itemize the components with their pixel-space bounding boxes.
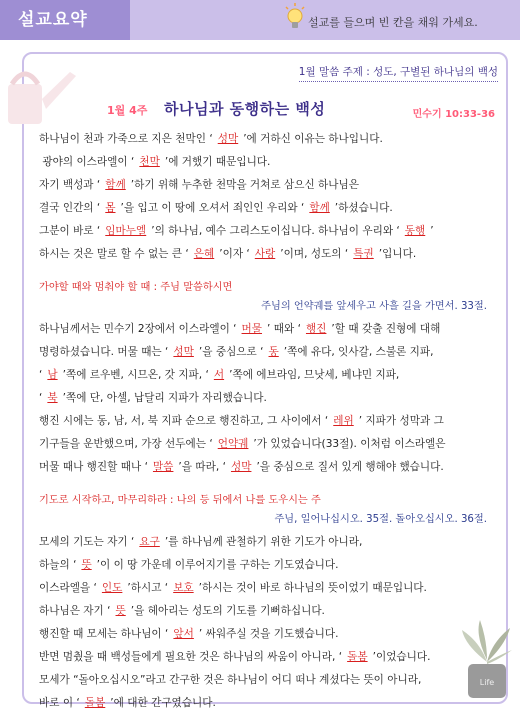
section-reference: 주님의 언약궤를 앞세우고 사흘 길을 가면서. 33절. — [261, 301, 487, 312]
lightbulb-icon — [284, 3, 306, 33]
fill-blank: 은혜 — [193, 248, 215, 260]
fill-blank: 함께 — [105, 179, 126, 191]
fill-blank: 돌봄 — [84, 697, 106, 709]
text-line: 광야의 이스라엘이 ‘ 천막 ’에 거했기 때문입니다. — [39, 151, 487, 174]
fill-blank: 요구 — [139, 536, 160, 548]
fill-blank: 보호 — [173, 582, 194, 594]
fill-blank: 행진 — [305, 323, 327, 335]
text-line: 머물 때나 행진할 때나 ‘ 말씀 ’을 따라, ‘ 성막 ’을 중심으로 질서 있게 행해야 했습니다. — [39, 456, 487, 479]
fill-blank: 서 — [213, 369, 225, 381]
fill-blank: 인도 — [101, 582, 123, 594]
text-line: 그분이 바로 ‘ 임마누엘 ’의 하나님, 예수 그리스도이십니다. 하나님이 우리와 ‘ 동행 ’ — [39, 220, 487, 243]
fill-blank: 뜻 — [81, 559, 92, 571]
fill-blank: 앞서 — [173, 628, 194, 640]
fill-blank: 사랑 — [254, 248, 276, 260]
fill-blank: 북 — [47, 392, 58, 404]
text-line: 바로 이 ‘ 돌봄 ’에 대한 간구였습니다. — [39, 692, 487, 715]
fill-blank: 성막 — [230, 461, 252, 473]
text-line: 하시는 것은 말로 할 수 없는 큰 ‘ 은혜 ’이자 ‘ 사랑 ’이며, 성도의 ‘ 특권 ’입니다. — [39, 243, 487, 266]
text-line: 하나님은 자기 ‘ 뜻 ’을 헤아리는 성도의 기도를 기뻐하십니다. — [39, 600, 487, 623]
text-line: 기구들을 운반했으며, 가장 선두에는 ‘ 언약궤 ’가 있었습니다(33절). 이처럼 이스라엘은 — [39, 433, 487, 456]
header-bar — [0, 0, 520, 40]
text-line: ‘ 북 ’쪽에 단, 아셀, 납달리 지파가 자리했습니다. — [39, 387, 487, 410]
fill-blank: 성막 — [217, 133, 239, 145]
fill-blank: 몸 — [105, 202, 116, 214]
text-line: 자기 백성과 ‘ 함께 ’하기 위해 누추한 천막을 거쳐로 삼으신 하나님은 — [39, 174, 487, 197]
fill-blank: 돌봄 — [347, 651, 368, 663]
text-line: 행진 시에는 동, 남, 서, 북 지파 순으로 행진하고, 그 사이에서 ‘ 레위 ’ 지파가 성막과 그 — [39, 410, 487, 433]
fill-blank: 언약궤 — [217, 438, 249, 450]
fill-blank: 머물 — [241, 323, 263, 335]
fill-blank: 말씀 — [152, 461, 174, 473]
section-heading: 기도로 시작하고, 마무리하라 : 나의 등 뒤에서 나를 도우시는 주 — [39, 495, 321, 506]
text-line: ‘ 남 ’쪽에 르우벤, 시므온, 갓 지파, ‘ 서 ’쪽에 에브라임, 므낫세, 베냐민 지파, — [39, 364, 487, 387]
text-line: 이스라엘을 ‘ 인도 ’하시고 ‘ 보호 ’하시는 것이 바로 하나님의 뜻이었기 때문입니다. — [39, 577, 487, 600]
section-heading: 가야할 때와 멈춰야 할 때 : 주님 말씀하시면 — [39, 282, 233, 293]
header-note: 설교를 들으며 빈 칸을 채워 가세요. — [308, 16, 478, 29]
text-line: 모세의 기도는 자기 ‘ 요구 ’를 하나님께 관철하기 위한 기도가 아니라, — [39, 531, 487, 554]
monthly-theme: 1월 말씀 주제 : 성도, 구별된 하나님의 백성 — [299, 64, 498, 82]
header-title: 설교요약 — [0, 0, 130, 40]
fill-blank: 특권 — [353, 248, 374, 260]
fill-blank: 성막 — [173, 346, 194, 358]
fill-blank: 남 — [47, 369, 58, 381]
text-line: 하나님이 천과 가죽으로 지은 천막인 ‘ 성막 ’에 거하신 이유는 하나입니다. — [39, 128, 487, 151]
text-line: 모세가 “돌아오십시오”라고 간구한 것은 하나님이 어디 떠나 계셨다는 뜻이 아니라, — [39, 674, 422, 686]
week-label: 1월 4주 — [107, 104, 148, 117]
fill-blank: 임마누엘 — [105, 225, 147, 237]
sermon-title: 하나님과 동행하는 백성 — [164, 100, 326, 118]
plant-pot-label: Life — [479, 678, 495, 687]
text-line: 반면 멈췄을 때 백성들에게 필요한 것은 하나님의 싸움이 아니라, ‘ 돌봄 ’이었습니다. — [39, 646, 487, 669]
fill-blank: 뜻 — [115, 605, 126, 617]
section-reference: 주님, 일어나십시오. 35절. 돌아오십시오. 36절. — [274, 514, 487, 525]
fill-blank: 동 — [268, 346, 279, 358]
text-line: 하늘의 ‘ 뜻 ’이 이 땅 가운데 이루어지기를 구하는 기도였습니다. — [39, 554, 487, 577]
fill-blank: 동행 — [404, 225, 426, 237]
fill-blank: 천막 — [139, 156, 160, 168]
text-line: 행진할 때 모세는 하나님이 ‘ 앞서 ’ 싸워주실 것을 기도했습니다. — [39, 623, 487, 646]
text-line: 명령하셨습니다. 머물 때는 ‘ 성막 ’을 중심으로 ‘ 동 ’쪽에 유다, 잇사갈, 스불론 지파, — [39, 341, 487, 364]
text-line: 결국 인간의 ‘ 몸 ’을 입고 이 땅에 오셔서 죄인인 우리와 ‘ 함께 ’하셨습니다. — [39, 197, 487, 220]
fill-blank: 레위 — [333, 415, 354, 427]
text-line: 하나님께서는 민수기 2장에서 이스라엘이 ‘ 머물 ’ 때와 ‘ 행진 ’할 때 갖출 진형에 대해 — [39, 318, 487, 341]
potted-plant-icon — [460, 620, 514, 702]
scripture-reference: 민수기 10:33-36 — [412, 109, 495, 120]
watering-can-icon — [0, 54, 84, 134]
sermon-body — [39, 128, 487, 715]
fill-blank: 함께 — [309, 202, 330, 214]
